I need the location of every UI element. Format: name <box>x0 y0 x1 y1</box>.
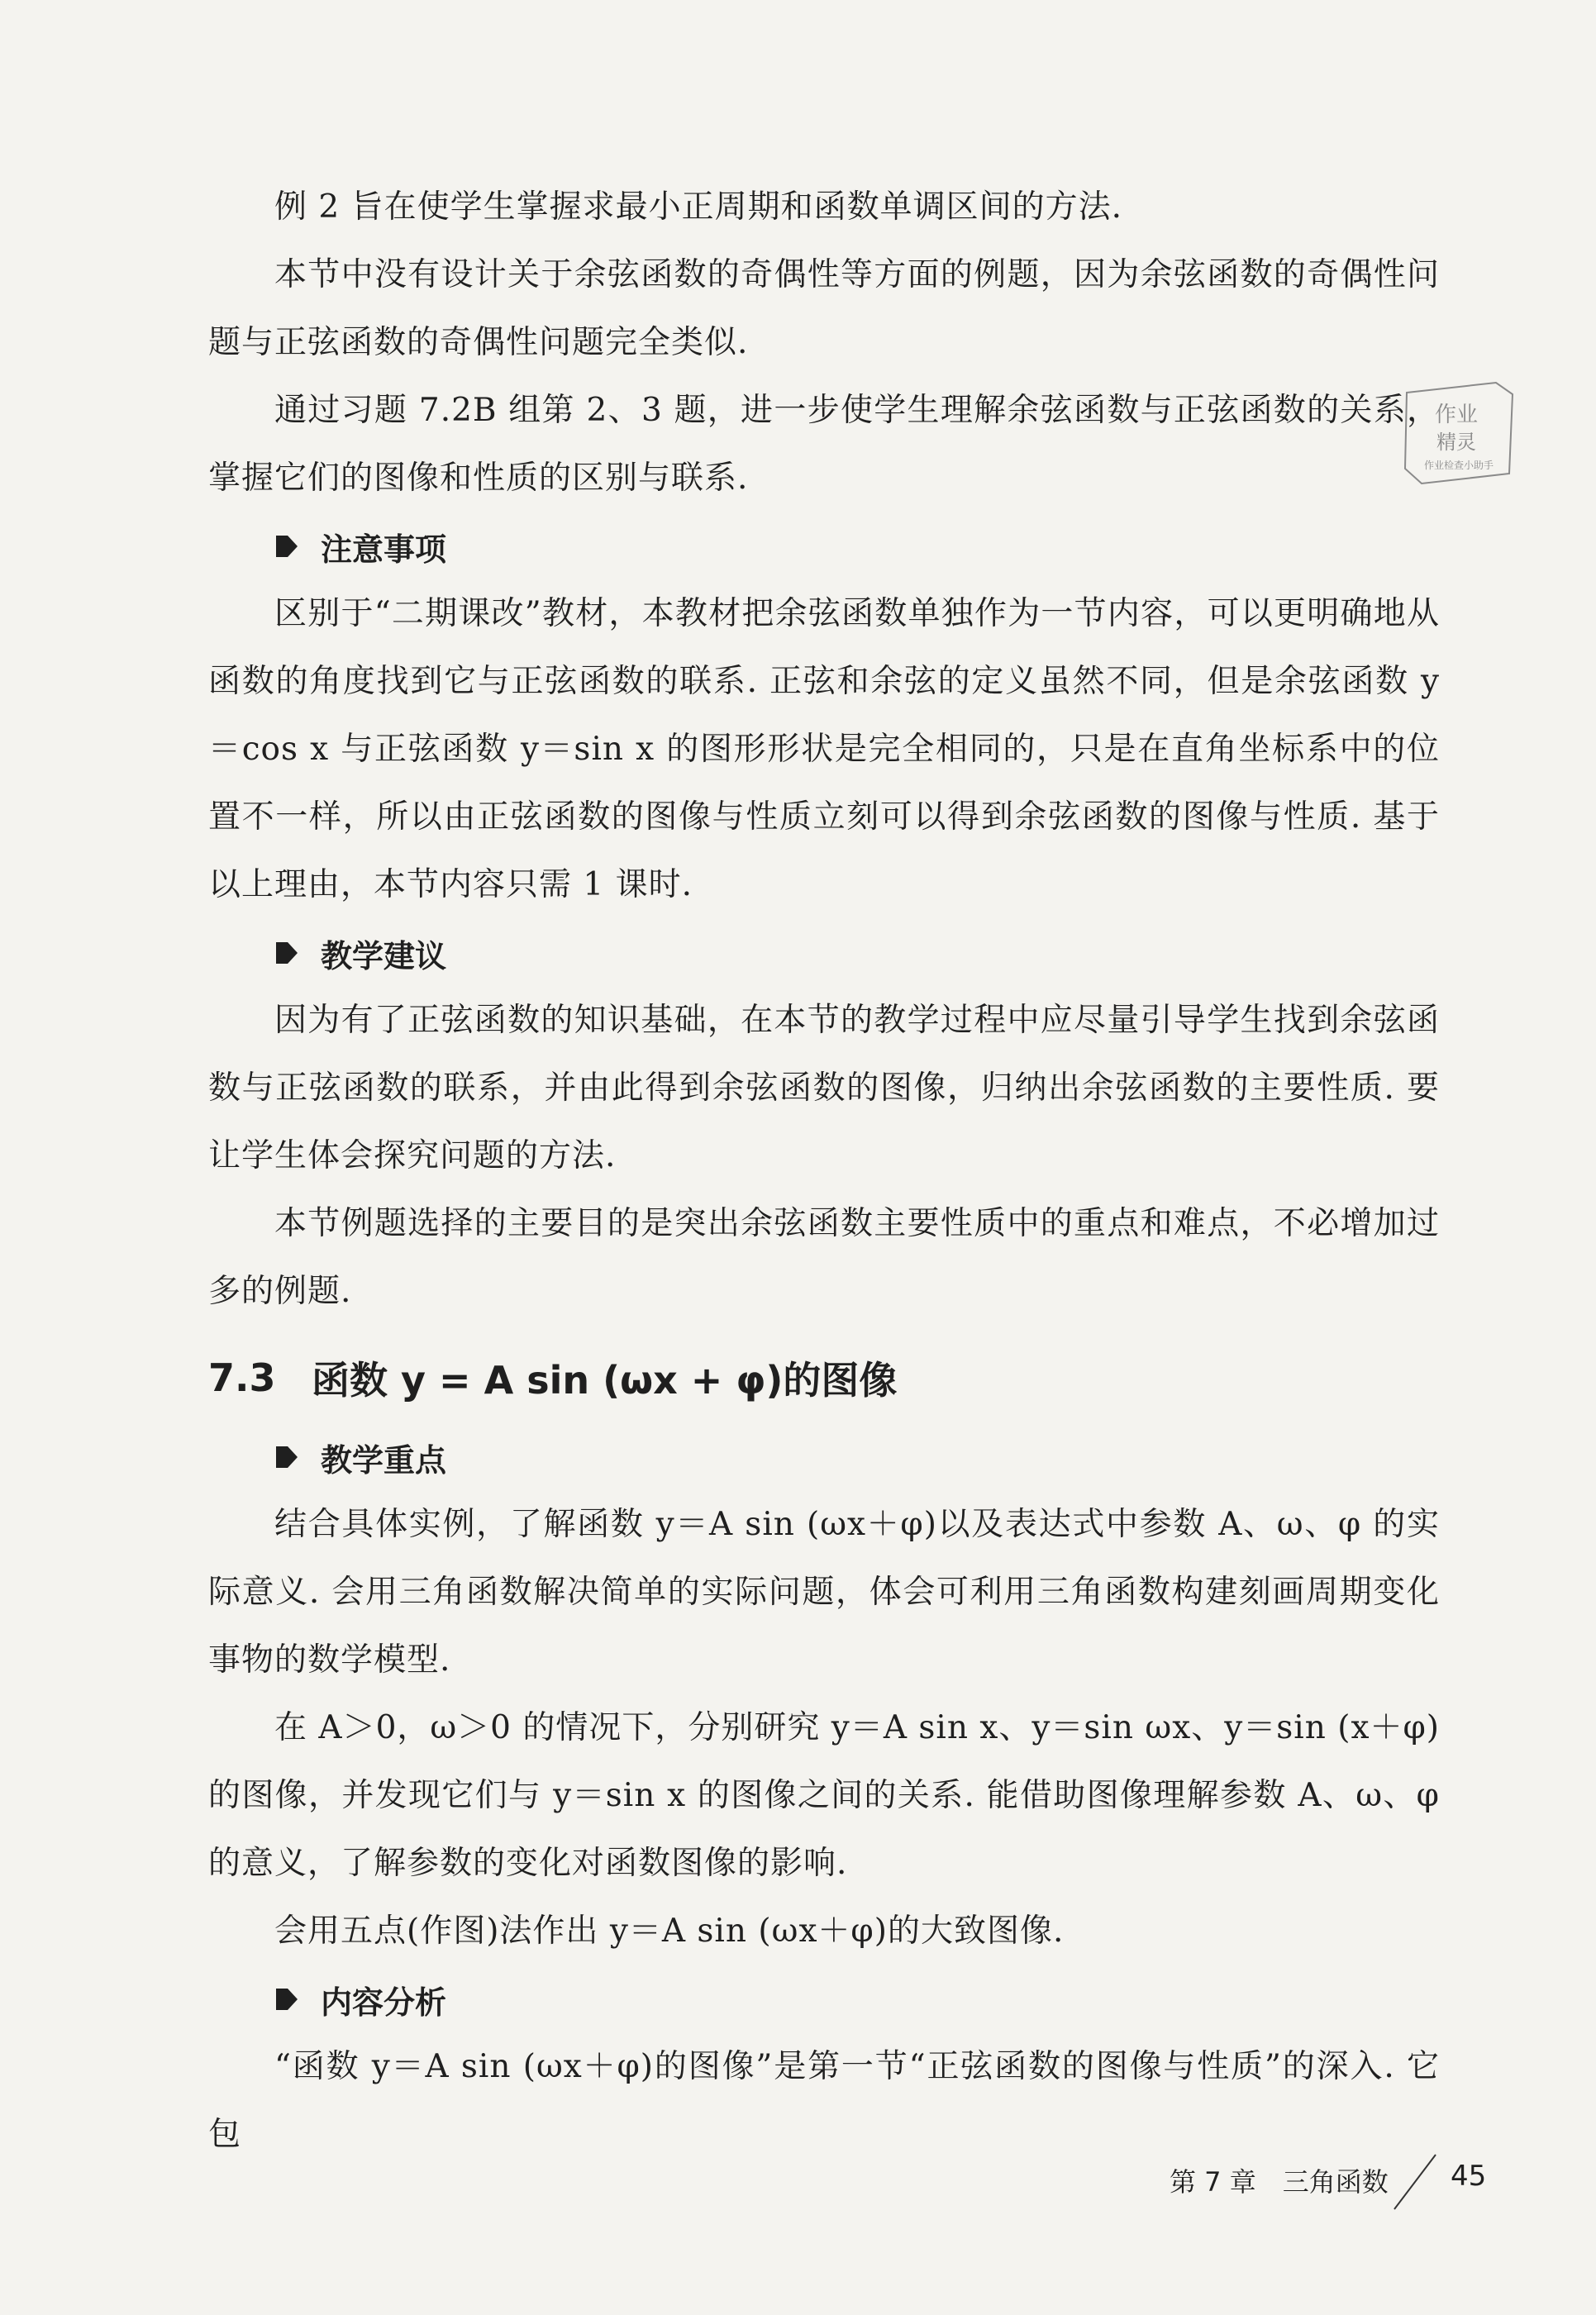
paragraph: 例 2 旨在使学生掌握求最小正周期和函数单调区间的方法. <box>274 188 1123 226</box>
content-analysis-paragraph: “函数 y＝A sin (ωx＋φ)的图像”是第一节“正弦函数的图像与性质”的深入. 它包 <box>208 2048 1440 2153</box>
arrow-marker-icon <box>274 534 299 559</box>
notice-heading-label: 注意事项 <box>321 531 447 568</box>
chapter-label: 第 7 章 三角函数 <box>1170 2166 1389 2198</box>
advice-heading <box>274 919 1440 987</box>
key-points-paragraph: 结合具体实例，了解函数 y＝A sin (ωx＋φ)以及表达式中参数 A、ω、φ 的实际意义. 会用三角函数解决简单的实际问题，体会可利用三角函数构建刻画周期变化事物的数学模型. <box>208 1506 1440 1679</box>
stamp-line2: 精灵 <box>1436 431 1476 454</box>
content-analysis-heading <box>274 1965 1440 2033</box>
page-content <box>208 174 1440 2169</box>
arrow-marker-icon <box>274 1445 299 1470</box>
notice-paragraph: 区别于“二期课改”教材，本教材把余弦函数单独作为一节内容，可以更明确地从函数的角度找到它与正弦函数的联系. 正弦和余弦的定义虽然不同，但是余弦函数 y＝cos x 与正弦函数 y＝sin x 的图形形状是完全相同的，只是在直角坐标系中的位置不一样，所以由正弦函数的图像与性质立刻可以得到余弦函数的图像与性质. 基于以上理由，本节内容只需 1 课时. <box>208 595 1440 903</box>
key-points-paragraph: 会用五点(作图)法作出 y＝A sin (ωx＋φ)的大致图像. <box>274 1912 1065 1950</box>
key-points-heading <box>274 1423 1440 1491</box>
arrow-marker-icon <box>274 941 299 965</box>
advice-paragraph: 本节例题选择的主要目的是突出余弦函数主要性质中的重点和难点，不必增加过多的例题. <box>208 1205 1440 1310</box>
section-number: 7.3 <box>208 1355 276 1400</box>
advice-paragraph: 因为有了正弦函数的知识基础，在本节的教学过程中应尽量引导学生找到余弦函数与正弦函数的联系，并由此得到余弦函数的图像，归纳出余弦函数的主要性质. 要让学生体会探究问题的方法. <box>208 1002 1440 1174</box>
paragraph: 本节中没有设计关于余弦函数的奇偶性等方面的例题，因为余弦函数的奇偶性问题与正弦函数的奇偶性问题完全类似. <box>208 256 1440 361</box>
section-title-text: 函数 y = A sin (ωx + φ)的图像 <box>312 1358 898 1403</box>
stamp-line1: 作业 <box>1434 403 1479 427</box>
content-analysis-heading-label: 内容分析 <box>321 1984 447 2021</box>
footer-divider-icon <box>1390 2153 1440 2211</box>
key-points-heading-label: 教学重点 <box>321 1441 447 1479</box>
paragraph: 通过习题 7.2B 组第 2、3 题，进一步使学生理解余弦函数与正弦函数的关系，掌握它们的图像和性质的区别与联系. <box>208 392 1440 497</box>
stamp-line3: 作业检查小助手 <box>1423 460 1494 471</box>
advice-heading-label: 教学建议 <box>321 937 447 974</box>
page-footer <box>1157 2153 1488 2219</box>
arrow-marker-icon <box>274 1987 299 2012</box>
homework-stamp-icon <box>1397 376 1521 492</box>
notice-heading <box>274 512 1440 580</box>
key-points-paragraph: 在 A＞0，ω＞0 的情况下，分别研究 y＝A sin x、y＝sin ωx、y＝sin (x＋φ)的图像，并发现它们与 y＝sin x 的图像之间的关系. 能借助图像理解参数 A、ω、φ 的意义，了解参数的变化对函数图像的影响. <box>208 1709 1440 1882</box>
section-title <box>208 1332 1440 1423</box>
page-number: 45 <box>1451 2160 1487 2193</box>
